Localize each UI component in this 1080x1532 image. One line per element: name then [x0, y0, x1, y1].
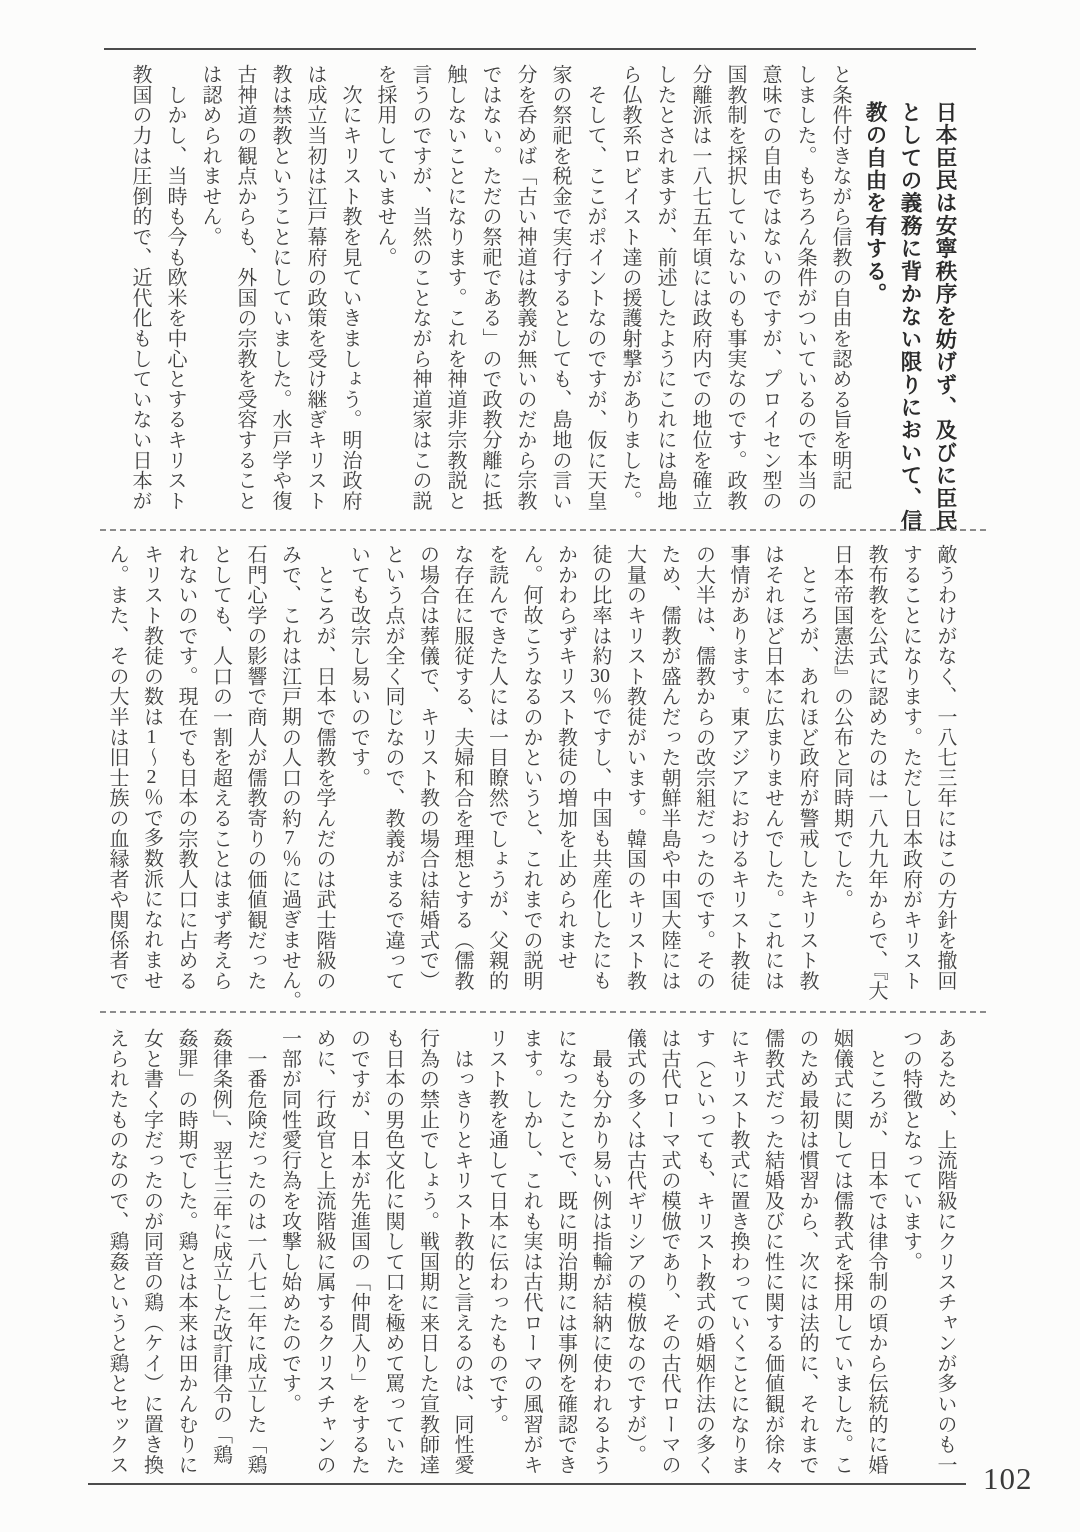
text-column: 教布教を公式に認めたのは一八九九年からで、『大 — [865, 544, 887, 1001]
text-column: 触しないことになります。これを神道非宗教説と — [444, 64, 466, 511]
text-column: することになります。ただし日本政府がキリスト — [899, 544, 922, 991]
text-column: しました。もちろん条件がついているので本当の — [794, 64, 816, 511]
text-column: 分離派は一八七五年頃には政府内での地位を確立 — [689, 64, 711, 511]
text-column: 最も分かり易い例は指輪が結納に使われるよう — [589, 1028, 611, 1475]
text-column: 徒の比率は約30％ですし、中国も共産化したにも — [589, 544, 611, 991]
section-middle — [96, 544, 962, 1011]
text-column: 教国の力は圧倒的で、近代化もしていない日本が — [129, 64, 151, 511]
heading-column: 日本臣民は安寧秩序を妨げず、及びに臣民 — [933, 101, 957, 533]
heading-column: 教の自由を有する。 — [863, 101, 887, 306]
text-column: リスト教を通して日本に伝わったものです。 — [485, 1028, 508, 1434]
text-column: みで、これは江戸期の人口の約7％に過ぎません。 — [278, 544, 301, 1011]
text-column: す（といっても、キリスト教式の婚姻作法の多く — [692, 1028, 715, 1475]
text-column: としても、人口の一割を超えることはまず考えら — [209, 544, 232, 991]
text-column: の大半は、儒教からの改宗組だったのです。その — [692, 544, 715, 991]
text-column: 姻儀式に関しては儒教式を採用していました。こ — [830, 1028, 853, 1475]
inline-number: 1 — [146, 726, 157, 747]
section-bottom — [96, 1028, 962, 1480]
text-column: ところが、日本で儒教を学んだのは武士階級の — [313, 544, 335, 991]
text-column: な存在に服従する、夫婦和合を理想とする（儒教 — [451, 544, 473, 991]
text-column: 家の祭祀を税金で実行するとしても、島地の言い — [549, 64, 571, 511]
text-column: 儀式の多くは古代ギリシアの模倣なのですが）。 — [623, 1028, 646, 1465]
footer-divider — [88, 1483, 966, 1485]
text-column: ところが、日本では律令制の頃から伝統的に婚 — [865, 1028, 887, 1475]
text-column: キリスト教徒の数は1～2％で多数派になれませ — [140, 544, 163, 991]
inline-number: 30 — [590, 665, 610, 686]
text-column: 敵うわけがなく、一八七三年にはこの方針を撤回 — [934, 544, 956, 991]
text-column: しかし、当時も今も欧米を中心とするキリスト — [164, 64, 186, 511]
text-column: 分を呑めば「古い神道は教義が無いのだから宗教 — [514, 64, 536, 511]
text-column: 儒教式だった結婚及びに性に関する価値観が徐々 — [761, 1028, 784, 1475]
text-column: ん。何故こうなるのかというと、これまでの説明 — [520, 544, 542, 991]
text-column: のため最初は慣習から、次には法的に、それまで — [796, 1028, 818, 1475]
text-column: 意味での自由ではないのですが、プロイセン型の — [759, 64, 781, 511]
text-column: にキリスト教式に置き換わっていくことになりま — [727, 1028, 749, 1475]
text-column: 次にキリスト教を見ていきましょう。明治政府 — [339, 64, 361, 511]
text-column: はっきりとキリスト教的と言えるのは、同性愛 — [451, 1028, 473, 1475]
text-column: 石門心学の影響で商人が儒教寄りの価値観だった — [244, 544, 266, 991]
dashed-divider-2 — [100, 1011, 986, 1013]
text-column: は認められません。 — [199, 64, 221, 247]
text-column: えられたものなので、鶏姦というと鶏とセックス — [106, 1028, 128, 1475]
text-column: 古神道の観点からも、外国の宗教を受容すること — [234, 64, 256, 511]
text-column: ではない。ただの祭祀である」ので政教分離に抵 — [479, 64, 501, 511]
text-column: の場合は葬儀で、キリスト教の場合は結婚式で） — [416, 544, 439, 991]
text-column: したとされますが、前述したようにこれには島地 — [654, 64, 676, 511]
text-column: いても改宗し易いのです。 — [347, 544, 370, 788]
inline-number: 2 — [146, 767, 157, 788]
text-column: も日本の男色文化に関して口を極めて罵っていた — [382, 1028, 404, 1475]
heading-column: としての義務に背かない限りにおいて、信 — [898, 101, 922, 533]
text-column: という点が全く同じなので、教義がまるで違って — [382, 544, 404, 991]
text-column: のですが、日本が先進国の「仲間入り」をするた — [347, 1028, 370, 1475]
inline-number: 7 — [284, 828, 295, 849]
text-column: つの特徴となっています。 — [899, 1028, 922, 1272]
section-top — [98, 64, 962, 533]
text-column: と条件付きながら信教の自由を認める旨を明記 — [829, 64, 851, 491]
text-column: れないのです。現在でも日本の宗教人口に占める — [175, 544, 197, 991]
text-column: ため、儒教が盛んだった朝鮮半島や中国大陸には — [658, 544, 680, 991]
text-column: 大量のキリスト教徒がいます。韓国のキリスト教 — [623, 544, 646, 991]
text-column: ます。しかし、これも実は古代ローマの風習がキ — [520, 1028, 542, 1475]
page-number: 102 — [983, 1461, 1033, 1496]
text-column: 姦律条例」、翌七三年に成立した改訂律令の「鶏 — [209, 1028, 232, 1465]
text-column: 一部が同性愛行為を攻撃し始めたのです。 — [278, 1028, 301, 1414]
text-column: あるため、上流階級にクリスチャンが多いのも一 — [934, 1028, 956, 1475]
text-column: ところが、あれほど政府が警戒したキリスト教 — [796, 544, 818, 991]
text-column: ら仏教系ロビイスト達の援護射撃がありました。 — [619, 64, 641, 511]
text-column: はそれほど日本に広まりませんでした。これには — [761, 544, 784, 991]
text-column: を読んできた人には一目瞭然でしょうが、父親的 — [485, 544, 508, 991]
text-column: 教は禁教ということにしていました。水戸学や復 — [269, 64, 291, 511]
dashed-divider-1 — [100, 529, 986, 531]
text-column: 姦罪」の時期でした。鶏とは本来は田かんむりに — [175, 1028, 197, 1475]
text-column: 言うのですが、当然のことながら神道家はこの説 — [409, 64, 431, 511]
text-column: になったことで、既に明治期には事例を確認でき — [554, 1028, 577, 1475]
text-column: 事情があります。東アジアにおけるキリスト教徒 — [727, 544, 749, 991]
text-column: 行為の禁止でしょう。戦国期に来日した宣教師達 — [416, 1028, 439, 1475]
text-column: 一番危険だったのは一八七二年に成立した「鶏 — [244, 1028, 266, 1475]
text-column: は成立当初は江戸幕府の政策を受け継ぎキリスト — [304, 64, 326, 511]
text-column: そして、ここがポイントなのですが、仮に天皇 — [584, 64, 606, 511]
top-divider — [104, 48, 976, 50]
text-column: かかわらずキリスト教徒の増加を止められませ — [554, 544, 577, 971]
text-column: ん。また、その大半は旧士族の血縁者や関係者で — [106, 544, 128, 991]
text-column: を採用していません。 — [374, 64, 396, 267]
text-column: 女と書く字だったのが同音の鶏（ケイ）に置き換 — [140, 1028, 163, 1475]
text-column: は古代ローマ式の模倣であり、その古代ローマの — [658, 1028, 680, 1475]
text-column: めに、行政官と上流階級に属するクリスチャンの — [313, 1028, 335, 1475]
text-column: 日本帝国憲法』の公布と同時期でした。 — [830, 544, 853, 910]
text-column: 国教制を採択していないのも事実なのです。政教 — [724, 64, 746, 511]
